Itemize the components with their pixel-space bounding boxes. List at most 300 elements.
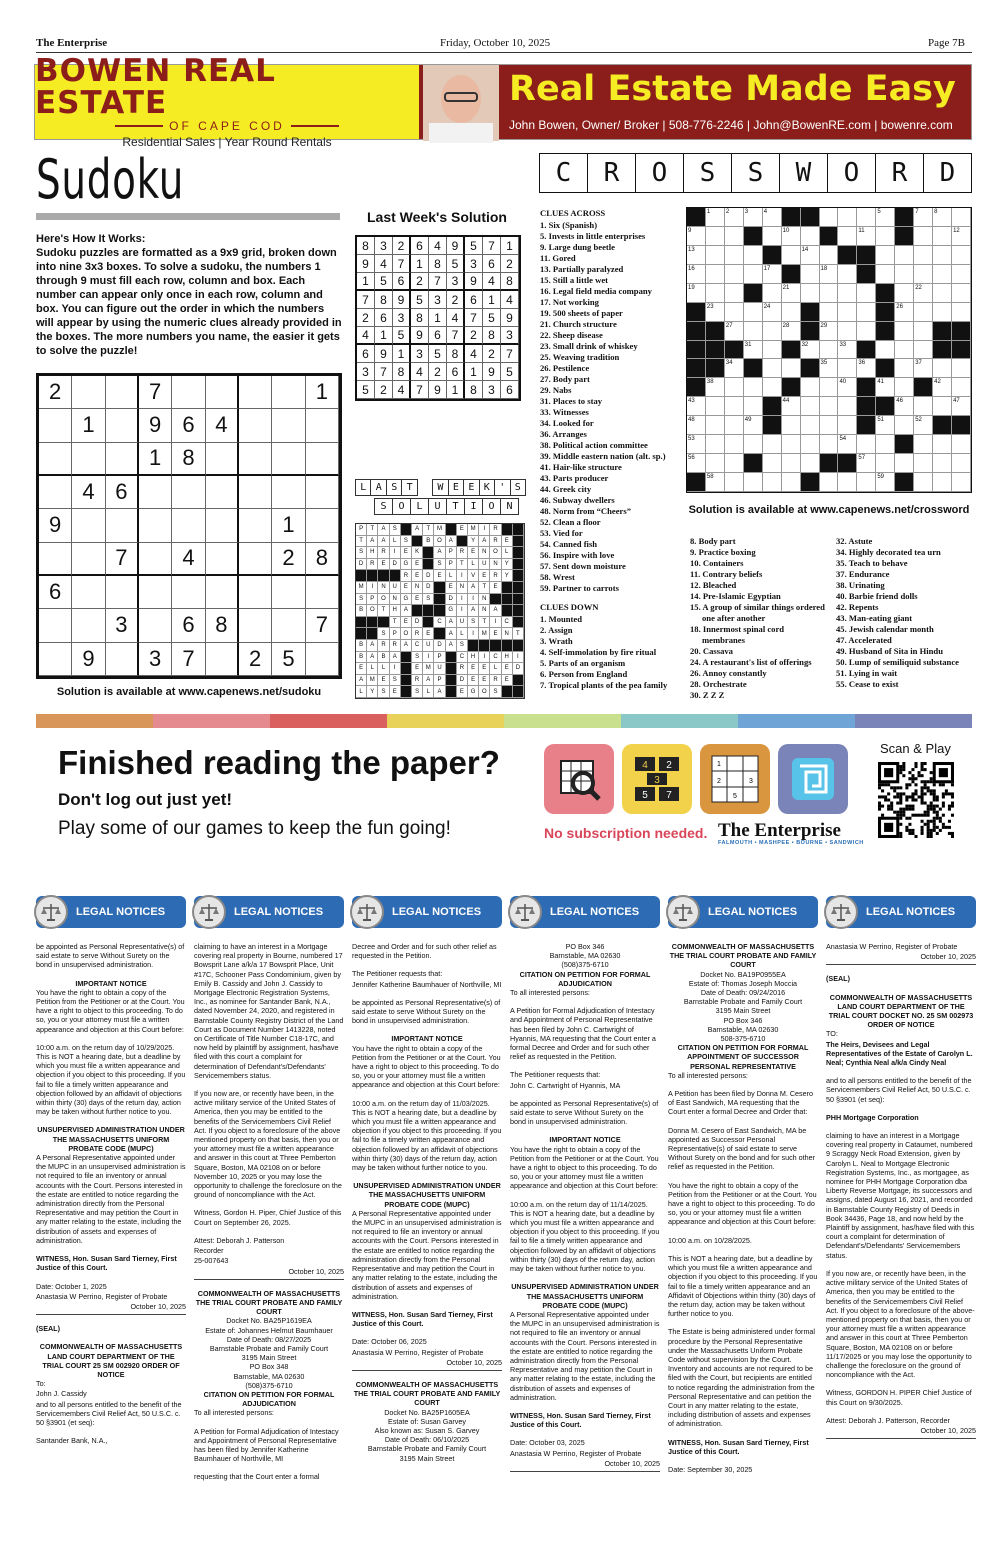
clue: 38. Political action committee [540,440,648,450]
solution-square: T [513,628,524,640]
crossword-square[interactable] [952,435,971,454]
crossword-square[interactable] [706,246,725,265]
crossword-square[interactable] [838,359,857,378]
crossword-square[interactable] [782,246,801,265]
crossword-square[interactable] [782,473,801,492]
crossword-square[interactable]: 17 [763,265,782,284]
sudoku-cell[interactable]: 2 [272,543,305,576]
solution-square [468,640,479,652]
sudoku-cell[interactable] [206,576,239,609]
crossword-square[interactable] [763,454,782,473]
sudoku-cell[interactable] [39,443,72,476]
crossword-square[interactable] [838,227,857,246]
crossword-square[interactable] [914,227,933,246]
crossword-square[interactable] [914,265,933,284]
crossword-square[interactable] [725,397,744,416]
sudoku-cell[interactable] [306,409,339,442]
crossword-square[interactable] [895,359,914,378]
sudoku-cell[interactable] [106,376,139,409]
crossword-square[interactable] [725,303,744,322]
crossword-square[interactable] [820,397,839,416]
crossword-square[interactable] [763,435,782,454]
crossword-square[interactable] [744,246,763,265]
sudoku-cell[interactable]: 6 [106,476,139,509]
crossword-square[interactable]: 4 [763,208,782,227]
sudoku-grid[interactable] [36,373,342,679]
crossword-square[interactable] [820,341,839,360]
sudoku-cell[interactable]: 4 [172,543,205,576]
crossword-square[interactable]: 28 [782,322,801,341]
crossword-square[interactable]: 53 [687,435,706,454]
crossword-square[interactable] [763,359,782,378]
crossword-square[interactable] [857,208,876,227]
crossword-square[interactable] [763,378,782,397]
crossword-square[interactable]: 14 [801,246,820,265]
legal-paragraph: ORDER OF NOTICE [867,1020,935,1030]
solution-cell: 5 [483,309,501,327]
sudoku-cell[interactable]: 1 [72,409,105,442]
crossword-square[interactable] [725,265,744,284]
crossword-square[interactable] [838,303,857,322]
sudoku-cell[interactable] [239,576,272,609]
crossword-square[interactable] [914,303,933,322]
solution-square: T [356,536,367,548]
sudoku-cell[interactable]: 5 [272,643,305,676]
clue: 35. Teach to behave [836,558,908,568]
sudoku-cell[interactable] [206,643,239,676]
sudoku-cell[interactable] [172,376,205,409]
sudoku-cell[interactable] [239,409,272,442]
sudoku-solution-link[interactable]: Solution is available at www.capenews.net/sudoku [56,686,322,698]
solution-square: O [378,594,389,606]
crossword-square[interactable] [820,435,839,454]
crossword-square[interactable] [801,397,820,416]
sudoku-cell[interactable] [239,609,272,642]
crossword-square[interactable]: 58 [706,473,725,492]
crossword-square[interactable]: 21 [782,284,801,303]
crossword-square[interactable] [914,454,933,473]
crossword-square[interactable] [763,473,782,492]
sudoku-cell[interactable] [39,476,72,509]
black-square [952,322,971,341]
crossword-square[interactable]: 29 [820,322,839,341]
crossword-square[interactable] [801,378,820,397]
sudoku-cell[interactable] [172,576,205,609]
sudoku-game-icon[interactable] [700,744,770,814]
crossword-square[interactable] [820,246,839,265]
crossword-square[interactable] [763,227,782,246]
crossword-square[interactable]: 10 [782,227,801,246]
crossword-square[interactable]: 9 [687,227,706,246]
black-square [914,378,933,397]
crossword-square[interactable] [838,397,857,416]
sudoku-cell[interactable] [206,509,239,542]
clue: 5. Invests in little enterprises [540,231,646,241]
sudoku-cell[interactable] [72,576,105,609]
sudoku-cell[interactable] [172,509,205,542]
crossword-square[interactable]: 37 [914,359,933,378]
solution-cell: 3 [393,309,411,327]
crossword-square[interactable]: 42 [933,378,952,397]
solution-cell: 7 [411,381,429,399]
crossword-square[interactable]: 32 [801,341,820,360]
crossword-square[interactable] [914,473,933,492]
crossword-square[interactable] [952,208,971,227]
crossword-square[interactable] [706,265,725,284]
crossword-square[interactable]: 33 [838,341,857,360]
crossword-square[interactable] [744,322,763,341]
sudoku-cell[interactable] [272,443,305,476]
crossword-square[interactable] [838,265,857,284]
crossword-square[interactable] [895,284,914,303]
crossword-square[interactable] [706,435,725,454]
crossword-square[interactable]: 23 [706,303,725,322]
sudoku-cell[interactable]: 1 [272,509,305,542]
crossword-square[interactable]: 16 [687,265,706,284]
black-square [857,341,876,360]
crossword-square[interactable] [914,341,933,360]
sudoku-cell[interactable] [72,543,105,576]
sudoku-cell[interactable] [206,443,239,476]
crossword-square[interactable] [782,416,801,435]
legal-paragraph: October 10, 2025 [194,1267,344,1280]
crossword-square[interactable] [820,303,839,322]
crossword-square[interactable]: 7 [914,208,933,227]
sudoku-cell[interactable] [206,476,239,509]
sudoku-cell[interactable] [139,476,172,509]
crossword-square[interactable]: 49 [744,416,763,435]
crossword-square[interactable] [725,378,744,397]
crossword-square[interactable] [706,416,725,435]
crossword-square[interactable] [801,284,820,303]
crossword-square[interactable]: 57 [857,454,876,473]
clue: 20. Cassava [690,646,733,656]
solution-cell: 9 [465,273,483,291]
solution-square [502,605,513,617]
sudoku-cell[interactable] [72,443,105,476]
sudoku-cell[interactable]: 7 [172,643,205,676]
crossword-square[interactable] [782,454,801,473]
crossword-square[interactable]: 1 [706,208,725,227]
crossword-square[interactable] [895,265,914,284]
sudoku-cell[interactable] [272,609,305,642]
legal-paragraph: Docket No. BA19P0955EA [700,969,786,979]
math-puzzle-game-icon[interactable] [622,744,692,814]
sudoku-cell[interactable] [306,643,339,676]
crossword-solution-link[interactable]: Solution is available at www.capenews.net/crossword [688,504,970,516]
sudoku-cell[interactable] [139,576,172,609]
sudoku-cell[interactable]: 6 [172,609,205,642]
crossword-square[interactable]: 34 [725,359,744,378]
crossword-square[interactable] [744,378,763,397]
crossword-square[interactable] [857,473,876,492]
crossword-square[interactable] [952,454,971,473]
crossword-square[interactable] [725,284,744,303]
legal-paragraph: Date: October 1, 2025 [36,1281,107,1291]
sudoku-cell[interactable] [72,509,105,542]
solution-square: N [479,594,490,606]
sudoku-cell[interactable]: 9 [139,409,172,442]
crossword-square[interactable] [801,416,820,435]
crossword-square[interactable] [933,435,952,454]
sudoku-cell[interactable]: 8 [306,543,339,576]
sudoku-cell[interactable] [106,509,139,542]
crossword-square[interactable]: 36 [857,359,876,378]
crossword-square[interactable] [838,473,857,492]
sudoku-cell[interactable]: 8 [172,443,205,476]
crossword-square[interactable] [801,454,820,473]
crossword-square[interactable] [914,397,933,416]
sudoku-cell[interactable] [72,376,105,409]
solution-square: R [367,559,378,571]
sudoku-cell[interactable]: 3 [139,643,172,676]
crossword-square[interactable] [744,265,763,284]
crossword-square[interactable]: 40 [838,378,857,397]
crossword-square[interactable] [933,303,952,322]
sudoku-cell[interactable] [306,476,339,509]
sudoku-cell[interactable]: 6 [172,409,205,442]
crossword-square[interactable] [782,359,801,378]
crossword-square[interactable] [763,341,782,360]
crossword-square[interactable] [744,473,763,492]
crossword-square[interactable]: 18 [820,265,839,284]
solution-square: E [479,675,490,687]
crossword-square[interactable]: 5 [876,208,895,227]
legal-paragraph: UNSUPERVISED ADMINISTRATION UNDER THE MASSACHUSETTS UNIFORM PROBATE CODE (MUPC) [511,1282,659,1310]
sudoku-cell[interactable]: 1 [306,376,339,409]
crossword-square[interactable]: 41 [876,378,895,397]
crossword-square[interactable] [895,454,914,473]
solution-cell: 7 [393,255,411,273]
crossword-square[interactable] [857,322,876,341]
sudoku-cell[interactable] [72,609,105,642]
crossword-square[interactable] [725,227,744,246]
crossword-square[interactable]: 22 [914,284,933,303]
crossword-square[interactable] [744,303,763,322]
sudoku-cell[interactable] [39,609,72,642]
crossword-square[interactable] [763,322,782,341]
crossword-square[interactable] [857,435,876,454]
crossword-square[interactable]: 54 [838,435,857,454]
crossword-square[interactable]: 27 [725,322,744,341]
crossword-square[interactable] [763,284,782,303]
sudoku-cell[interactable]: 1 [139,443,172,476]
crossword-square[interactable] [725,473,744,492]
sudoku-cell[interactable] [139,543,172,576]
crossword-square[interactable]: 19 [687,284,706,303]
crossword-square[interactable] [933,454,952,473]
crossword-square[interactable] [952,473,971,492]
crossword-square[interactable] [857,284,876,303]
sudoku-cell[interactable] [106,576,139,609]
crossword-square[interactable] [820,473,839,492]
sudoku-cell[interactable] [239,476,272,509]
legal-notices-label: LEGAL NOTICES [866,906,956,918]
sudoku-cell[interactable] [239,376,272,409]
crossword-square[interactable] [838,284,857,303]
crossword-square[interactable]: 11 [857,227,876,246]
sudoku-cell[interactable] [239,543,272,576]
crossword-square[interactable] [895,378,914,397]
solution-square: H [390,605,401,617]
clue: 11. Contrary beliefs [690,569,763,579]
crossword-square[interactable]: 52 [914,416,933,435]
crossword-square[interactable] [933,284,952,303]
solution-cell: 4 [411,363,429,381]
sudoku-cell[interactable] [139,509,172,542]
sudoku-cell[interactable] [272,576,305,609]
crossword-square[interactable] [914,322,933,341]
crossword-square[interactable] [782,303,801,322]
sudoku-cell[interactable]: 2 [39,376,72,409]
crossword-square[interactable] [857,303,876,322]
crossword-square[interactable] [706,284,725,303]
crossword-square[interactable]: 31 [744,341,763,360]
word-search-game-icon[interactable] [544,744,614,814]
sudoku-cell[interactable] [39,409,72,442]
crossword-square[interactable]: 56 [687,454,706,473]
crossword-square[interactable] [933,227,952,246]
sudoku-cell[interactable] [206,376,239,409]
crossword-square[interactable] [801,265,820,284]
crossword-square[interactable] [933,265,952,284]
crossword-square[interactable] [952,246,971,265]
crossword-square[interactable]: 2 [725,208,744,227]
crossword-square[interactable]: 44 [782,397,801,416]
sudoku-cell[interactable]: 8 [206,609,239,642]
crossword-square[interactable] [706,454,725,473]
crossword-square[interactable] [933,246,952,265]
crossword-square[interactable] [933,359,952,378]
crossword-square[interactable] [914,435,933,454]
crossword-square[interactable]: 12 [952,227,971,246]
crossword-square[interactable] [952,378,971,397]
sudoku-cell[interactable]: 3 [106,609,139,642]
crossword-square[interactable] [933,397,952,416]
sudoku-cell[interactable] [272,376,305,409]
crossword-square[interactable] [895,416,914,435]
crossword-square[interactable] [801,227,820,246]
crossword-square[interactable] [725,454,744,473]
crossword-square[interactable] [744,397,763,416]
solution-square: S [412,652,423,664]
sudoku-cell[interactable]: 7 [139,376,172,409]
sudoku-cell[interactable]: 7 [306,609,339,642]
crossword-square[interactable] [838,322,857,341]
sudoku-cell[interactable] [206,543,239,576]
sudoku-cell[interactable]: 9 [72,643,105,676]
sudoku-cell[interactable] [306,509,339,542]
crossword-square[interactable] [895,322,914,341]
crossword-square[interactable]: 35 [820,359,839,378]
solution-square: M [367,675,378,687]
crossword-square[interactable] [838,208,857,227]
sudoku-cell[interactable] [39,543,72,576]
crossword-square[interactable] [952,265,971,284]
solution-square [513,605,524,617]
crossword-square[interactable] [820,378,839,397]
sudoku-cell[interactable] [306,576,339,609]
crossword-square[interactable] [820,416,839,435]
sudoku-cell[interactable] [272,409,305,442]
bowen-real-estate-ad[interactable] [34,53,972,149]
sudoku-cell[interactable] [106,409,139,442]
crossword-square[interactable]: 13 [687,246,706,265]
crossword-square[interactable]: 24 [763,303,782,322]
sudoku-cell[interactable] [272,476,305,509]
crossword-square[interactable] [876,435,895,454]
crossword-square[interactable] [801,435,820,454]
sudoku-cell[interactable] [239,509,272,542]
svg-text:3: 3 [654,775,660,786]
crossword-square[interactable] [876,265,895,284]
crossword-square[interactable]: 51 [876,416,895,435]
crossword-square[interactable]: 48 [687,416,706,435]
crossword-square[interactable] [952,284,971,303]
maze-game-icon[interactable] [778,744,848,814]
sudoku-cell[interactable]: 7 [106,543,139,576]
sudoku-cell[interactable] [139,609,172,642]
solution-square: M [356,582,367,594]
sudoku-cell[interactable]: 6 [39,576,72,609]
crossword-square[interactable]: 38 [706,378,725,397]
crossword-square[interactable] [876,341,895,360]
crossword-square[interactable] [895,341,914,360]
crossword-square[interactable]: 43 [687,397,706,416]
sudoku-cell[interactable]: 4 [206,409,239,442]
crossword-square[interactable] [838,416,857,435]
solution-square: A [390,652,401,664]
crossword-square[interactable] [876,454,895,473]
crossword-square[interactable] [952,359,971,378]
crossword-square[interactable] [914,246,933,265]
crossword-square[interactable] [706,397,725,416]
crossword-square[interactable]: 26 [895,303,914,322]
qr-code-icon[interactable] [878,762,954,838]
crossword-square[interactable] [952,303,971,322]
sudoku-cell[interactable] [239,443,272,476]
crossword-square[interactable] [725,416,744,435]
sudoku-cell[interactable]: 9 [39,509,72,542]
crossword-square[interactable]: 8 [933,208,952,227]
crossword-square[interactable] [744,435,763,454]
crossword-square[interactable] [933,473,952,492]
crossword-square[interactable]: 3 [744,208,763,227]
crossword-square[interactable] [820,284,839,303]
crossword-grid[interactable] [686,207,972,493]
crossword-square[interactable] [876,227,895,246]
sudoku-cell[interactable] [106,643,139,676]
crossword-square[interactable] [820,208,839,227]
crossword-square[interactable]: 46 [895,397,914,416]
crossword-square[interactable] [706,227,725,246]
sudoku-cell[interactable]: 2 [239,643,272,676]
sudoku-cell[interactable] [39,643,72,676]
crossword-square[interactable] [725,246,744,265]
crossword-square[interactable]: 59 [876,473,895,492]
sudoku-cell[interactable]: 4 [72,476,105,509]
sudoku-cell[interactable] [106,443,139,476]
crossword-square[interactable] [895,246,914,265]
clue: 38. Urinating [836,580,885,590]
legal-paragraph: To: [36,1379,46,1389]
crossword-square[interactable] [782,435,801,454]
sudoku-cell[interactable] [306,443,339,476]
crossword-square[interactable]: 47 [952,397,971,416]
crossword-square[interactable] [725,435,744,454]
crossword-square[interactable] [876,246,895,265]
sudoku-cell[interactable] [172,476,205,509]
